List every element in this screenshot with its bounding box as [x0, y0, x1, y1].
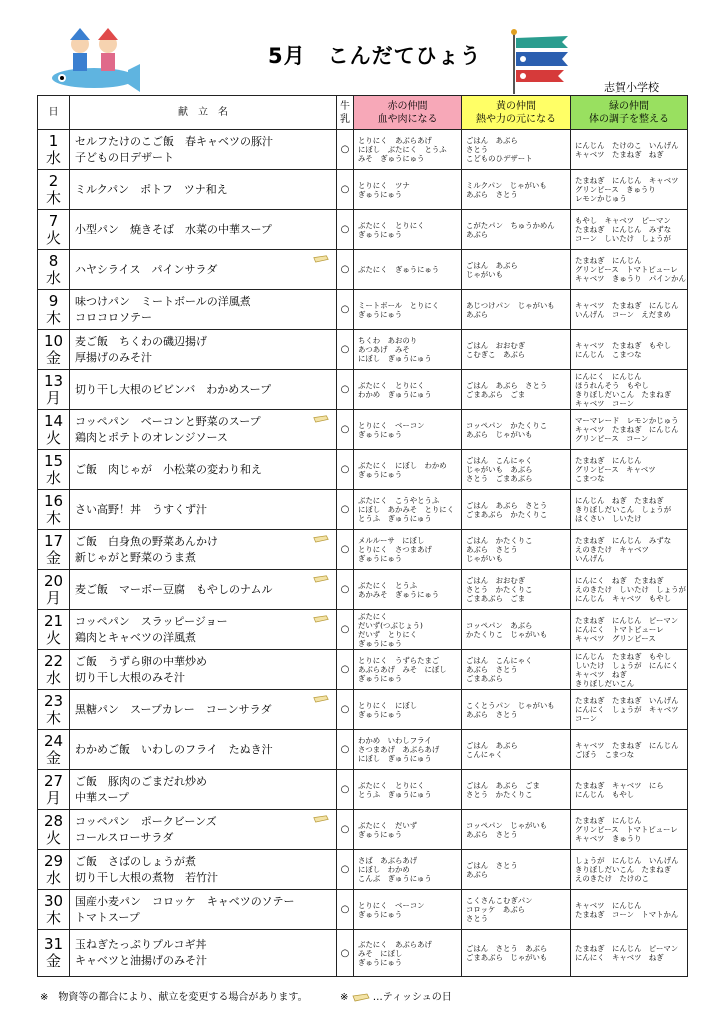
yellow-ingredients: こがたパン ちゅうかめん あぶら: [462, 210, 571, 250]
tissue-icon: [352, 992, 370, 1002]
green-ingredients: たまねぎ にんじん みずな えのきたけ キャベツ いんげん: [571, 530, 688, 570]
milk-cell: ○: [337, 610, 354, 650]
milk-cell: ○: [337, 850, 354, 890]
milk-cell: ○: [337, 650, 354, 690]
red-ingredients: とりにく あぶらあげ にぼし ぶたにく とうふ みそ ぎゅうにゅう: [354, 130, 462, 170]
milk-cell: ○: [337, 370, 354, 410]
red-ingredients: とりにく ベーコン ぎゅうにゅう: [354, 890, 462, 930]
menu-cell: 国産小麦パン コロッケ キャベツのソテー トマトスープ: [70, 890, 337, 930]
tissue-day-icon: [312, 414, 330, 423]
table-row: [38, 170, 688, 210]
table-row: [38, 650, 688, 690]
yellow-ingredients: ごはん おおむぎ さとう かたくりこ ごまあぶら ごま: [462, 570, 571, 610]
table-row: [38, 250, 688, 290]
table-row: [38, 330, 688, 370]
menu-cell: 麦ご飯 ちくわの磯辺揚げ 厚揚げのみそ汁: [70, 330, 337, 370]
red-ingredients: ぶたにく ぎゅうにゅう: [354, 250, 462, 290]
day-date: 20 月: [38, 570, 70, 610]
day-date: 10 金: [38, 330, 70, 370]
col-date: 日: [38, 96, 70, 130]
red-ingredients: メルルーサ にぼし とりにく さつまあげ ぎゅうにゅう: [354, 530, 462, 570]
table-row: [38, 930, 688, 977]
red-ingredients: ぶたにく とりにく とうふ ぎゅうにゅう: [354, 770, 462, 810]
menu-cell: 麦ご飯 マーボー豆腐 もやしのナムル: [70, 570, 337, 610]
green-ingredients: にんにく にんじん ほうれんそう もやし きりぼしだいこん たまねぎ キャベツ コーン: [571, 370, 688, 410]
milk-cell: ○: [337, 170, 354, 210]
menu-cell: ミルクパン ポトフ ツナ和え: [70, 170, 337, 210]
yellow-ingredients: ごはん さとう あぶら: [462, 850, 571, 890]
menu-cell: ご飯 豚肉のごまだれ炒め 中華スープ: [70, 770, 337, 810]
yellow-ingredients: あじつけパン じゃがいも あぶら: [462, 290, 571, 330]
day-date: 9 木: [38, 290, 70, 330]
day-date: 13 月: [38, 370, 70, 410]
red-ingredients: とりにく ベーコン ぎゅうにゅう: [354, 410, 462, 450]
green-ingredients: マーマレード レモンかじゅう キャベツ たまねぎ にんじん グリンピース コーン: [571, 410, 688, 450]
day-date: 16 木: [38, 490, 70, 530]
koinobori-pole-icon: [508, 28, 574, 94]
red-ingredients: さば あぶらあげ にぼし わかめ こんぶ ぎゅうにゅう: [354, 850, 462, 890]
green-ingredients: もやし キャベツ ピーマン たまねぎ にんじん みずな コーン しいたけ しょうが: [571, 210, 688, 250]
table-row: [38, 850, 688, 890]
menu-cell: ご飯 さばのしょうが煮 切り干し大根の煮物 若竹汁: [70, 850, 337, 890]
menu-cell: 味つけパン ミートボールの洋風煮 コロコロソテー: [70, 290, 337, 330]
red-ingredients: とりにく にぼし ぎゅうにゅう: [354, 690, 462, 730]
milk-cell: ○: [337, 690, 354, 730]
green-ingredients: キャベツ たまねぎ もやし にんじん こまつな: [571, 330, 688, 370]
green-ingredients: キャベツ たまねぎ にんじん ごぼう こまつな: [571, 730, 688, 770]
menu-cell: コッペパン スラッピージョー 鶏肉とキャベツの洋風煮: [70, 610, 337, 650]
table-row: [38, 450, 688, 490]
menu-cell: ご飯 白身魚の野菜あんかけ 新じゃがと野菜のうま煮: [70, 530, 337, 570]
tissue-day-icon: [312, 814, 330, 823]
day-date: 23 木: [38, 690, 70, 730]
yellow-ingredients: ごはん あぶら さとう ごまあぶら ごま: [462, 370, 571, 410]
yellow-ingredients: コッペパン じゃがいも あぶら さとう: [462, 810, 571, 850]
red-ingredients: とりにく ツナ ぎゅうにゅう: [354, 170, 462, 210]
yellow-ingredients: ごはん あぶら さとう ごまあぶら かたくりこ: [462, 490, 571, 530]
milk-cell: ○: [337, 490, 354, 530]
green-ingredients: たまねぎ たまねぎ いんげん にんにく しょうが キャベツ コーン: [571, 690, 688, 730]
table-row: [38, 810, 688, 850]
red-ingredients: ぶたにく とりにく わかめ ぎゅうにゅう: [354, 370, 462, 410]
table-row: [38, 210, 688, 250]
red-ingredients: とりにく うずらたまご あぶらあげ みそ にぼし ぎゅうにゅう: [354, 650, 462, 690]
footer-note: ※ 物資等の都合により、献立を変更する場合があります。: [40, 992, 308, 1003]
menu-cell: さい高野！丼 うすくず汁: [70, 490, 337, 530]
day-date: 8 水: [38, 250, 70, 290]
red-ingredients: ちくわ あおのり あつあげ みそ にぼし ぎゅうにゅう: [354, 330, 462, 370]
milk-cell: ○: [337, 570, 354, 610]
milk-cell: ○: [337, 730, 354, 770]
menu-cell: ご飯 うずら卵の中華炒め 切り干し大根のみそ汁: [70, 650, 337, 690]
menu-cell: 玉ねぎたっぷりプルコギ丼 キャベツと油揚げのみそ汁: [70, 930, 337, 977]
col-milk: 牛 乳: [337, 96, 354, 130]
menu-cell: コッペパン ベーコンと野菜のスープ 鶏肉とポテトのオレンジソース: [70, 410, 337, 450]
milk-cell: ○: [337, 410, 354, 450]
menu-cell: 小型パン 焼きそば 水菜の中華スープ: [70, 210, 337, 250]
green-ingredients: にんじん ねぎ たまねぎ きりぼしだいこん しょうが はくさい しいたけ: [571, 490, 688, 530]
tissue-day-icon: [312, 534, 330, 543]
yellow-ingredients: ごはん さとう あぶら ごまあぶら じゃがいも: [462, 930, 571, 977]
day-date: 30 木: [38, 890, 70, 930]
yellow-ingredients: ごはん おおむぎ こむぎこ あぶら: [462, 330, 571, 370]
green-ingredients: にんじん たまねぎ もやし しいたけ しょうが にんにく キャベツ ねぎ きりぼしだいこん: [571, 650, 688, 690]
milk-cell: ○: [337, 130, 354, 170]
menu-cell: 切り干し大根のビビンバ わかめスープ: [70, 370, 337, 410]
milk-cell: ○: [337, 290, 354, 330]
yellow-ingredients: ミルクパン じゃがいも あぶら さとう: [462, 170, 571, 210]
tissue-day-icon: [312, 694, 330, 703]
tissue-legend-label: …ティッシュの日: [372, 992, 452, 1003]
col-yellow: 黄の仲間 熱や力の元になる: [462, 96, 571, 130]
col-menu: 献 立 名: [70, 96, 337, 130]
red-ingredients: ミートボール とりにく ぎゅうにゅう: [354, 290, 462, 330]
table-row: [38, 890, 688, 930]
table-row: [38, 370, 688, 410]
red-ingredients: ぶたにく とうふ あかみそ ぎゅうにゅう: [354, 570, 462, 610]
green-ingredients: たまねぎ キャベツ にら にんじん もやし: [571, 770, 688, 810]
day-date: 14 火: [38, 410, 70, 450]
milk-cell: ○: [337, 770, 354, 810]
day-date: 31 金: [38, 930, 70, 977]
green-ingredients: たまねぎ にんじん キャベツ グリンピース きゅうり レモンかじゅう: [571, 170, 688, 210]
red-ingredients: ぶたにく とりにく ぎゅうにゅう: [354, 210, 462, 250]
yellow-ingredients: ごはん あぶら じゃがいも: [462, 250, 571, 290]
table-row: [38, 130, 688, 170]
milk-cell: ○: [337, 810, 354, 850]
menu-cell: 黒糖パン スープカレー コーンサラダ: [70, 690, 337, 730]
table-row: [38, 530, 688, 570]
green-ingredients: たまねぎ にんじん グリンピース トマトピューレ キャベツ きゅうり: [571, 810, 688, 850]
col-red: 赤の仲間 血や肉になる: [354, 96, 462, 130]
red-ingredients: わかめ いわしフライ さつまあげ あぶらあげ にぼし ぎゅうにゅう: [354, 730, 462, 770]
yellow-ingredients: コッペパン かたくりこ あぶら じゃがいも: [462, 410, 571, 450]
green-ingredients: しょうが にんじん いんげん きりぼしだいこん たまねぎ えのきたけ たけのこ: [571, 850, 688, 890]
table-row: [38, 690, 688, 730]
red-ingredients: ぶたにく こうやとうふ にぼし あかみそ とりにく とうふ ぎゅうにゅう: [354, 490, 462, 530]
menu-cell: ハヤシライス パインサラダ: [70, 250, 337, 290]
red-ingredients: ぶたにく あぶらあげ みそ にぼし ぎゅうにゅう: [354, 930, 462, 977]
day-date: 28 火: [38, 810, 70, 850]
table-header-row: [38, 96, 688, 130]
day-date: 22 水: [38, 650, 70, 690]
menu-cell: ご飯 肉じゃが 小松菜の変わり和え: [70, 450, 337, 490]
milk-cell: ○: [337, 450, 354, 490]
menu-cell: コッペパン ポークビーンズ コールスローサラダ: [70, 810, 337, 850]
table-row: [38, 490, 688, 530]
children-koinobori-illustration-icon: [48, 26, 140, 92]
green-ingredients: たまねぎ にんじん ピーマン にんにく キャベツ ねぎ: [571, 930, 688, 977]
day-date: 21 火: [38, 610, 70, 650]
tissue-legend: [340, 988, 452, 1003]
table-row: [38, 570, 688, 610]
green-ingredients: たまねぎ にんじん グリンピース トマトピューレ キャベツ きゅうり パインかん: [571, 250, 688, 290]
green-ingredients: たまねぎ にんじん グリンピース キャベツ こまつな: [571, 450, 688, 490]
yellow-ingredients: こくさんこむぎパン コロッケ あぶら さとう: [462, 890, 571, 930]
tissue-day-icon: [312, 254, 330, 263]
milk-cell: ○: [337, 250, 354, 290]
tissue-legend-prefix: ※: [340, 992, 349, 1003]
milk-cell: ○: [337, 210, 354, 250]
milk-cell: ○: [337, 930, 354, 977]
green-ingredients: にんじん たけのこ いんげん キャベツ たまねぎ ねぎ: [571, 130, 688, 170]
yellow-ingredients: こくとうパン じゃがいも あぶら さとう: [462, 690, 571, 730]
yellow-ingredients: ごはん こんにゃく じゃがいも あぶら さとう ごまあぶら: [462, 450, 571, 490]
milk-cell: ○: [337, 890, 354, 930]
table-row: [38, 730, 688, 770]
red-ingredients: ぶたにく だいず(つぶじょう) だいず とりにく ぎゅうにゅう: [354, 610, 462, 650]
day-date: 29 水: [38, 850, 70, 890]
table-row: [38, 610, 688, 650]
yellow-ingredients: コッペパン あぶら かたくりこ じゃがいも: [462, 610, 571, 650]
yellow-ingredients: ごはん こんにゃく あぶら さとう ごまあぶら: [462, 650, 571, 690]
day-date: 2 木: [38, 170, 70, 210]
yellow-ingredients: ごはん かたくりこ あぶら さとう じゃがいも: [462, 530, 571, 570]
yellow-ingredients: ごはん あぶら さとう こどものひデザート: [462, 130, 571, 170]
header: [0, 0, 724, 95]
menu-table: [37, 95, 688, 977]
table-row: [38, 290, 688, 330]
milk-cell: ○: [337, 330, 354, 370]
table-row: [38, 410, 688, 450]
page-title: 5月 こんだてひょう: [268, 44, 482, 68]
red-ingredients: ぶたにく にぼし わかめ ぎゅうにゅう: [354, 450, 462, 490]
green-ingredients: キャベツ にんじん たまねぎ コーン トマトかん: [571, 890, 688, 930]
green-ingredients: たまねぎ にんじん ピーマン にんにく トマトピューレ キャベツ グリンピース: [571, 610, 688, 650]
day-date: 15 水: [38, 450, 70, 490]
day-date: 17 金: [38, 530, 70, 570]
yellow-ingredients: ごはん あぶら ごま さとう かたくりこ: [462, 770, 571, 810]
table-row: [38, 770, 688, 810]
day-date: 1 水: [38, 130, 70, 170]
col-green: 緑の仲間 体の調子を整える: [571, 96, 688, 130]
green-ingredients: にんにく ねぎ たまねぎ えのきたけ しいたけ しょうが にんじん キャベツ もやし: [571, 570, 688, 610]
red-ingredients: ぶたにく だいず ぎゅうにゅう: [354, 810, 462, 850]
milk-cell: ○: [337, 530, 354, 570]
yellow-ingredients: ごはん あぶら こんにゃく: [462, 730, 571, 770]
tissue-day-icon: [312, 614, 330, 623]
tissue-day-icon: [312, 574, 330, 583]
day-date: 7 火: [38, 210, 70, 250]
day-date: 27 月: [38, 770, 70, 810]
menu-cell: セルフたけのこご飯 春キャベツの豚汁 子どもの日デザート: [70, 130, 337, 170]
green-ingredients: キャベツ たまねぎ にんじん いんげん コーン えだまめ: [571, 290, 688, 330]
day-date: 24 金: [38, 730, 70, 770]
school-name: 志賀小学校: [604, 81, 659, 94]
menu-cell: わかめご飯 いわしのフライ たぬき汁: [70, 730, 337, 770]
